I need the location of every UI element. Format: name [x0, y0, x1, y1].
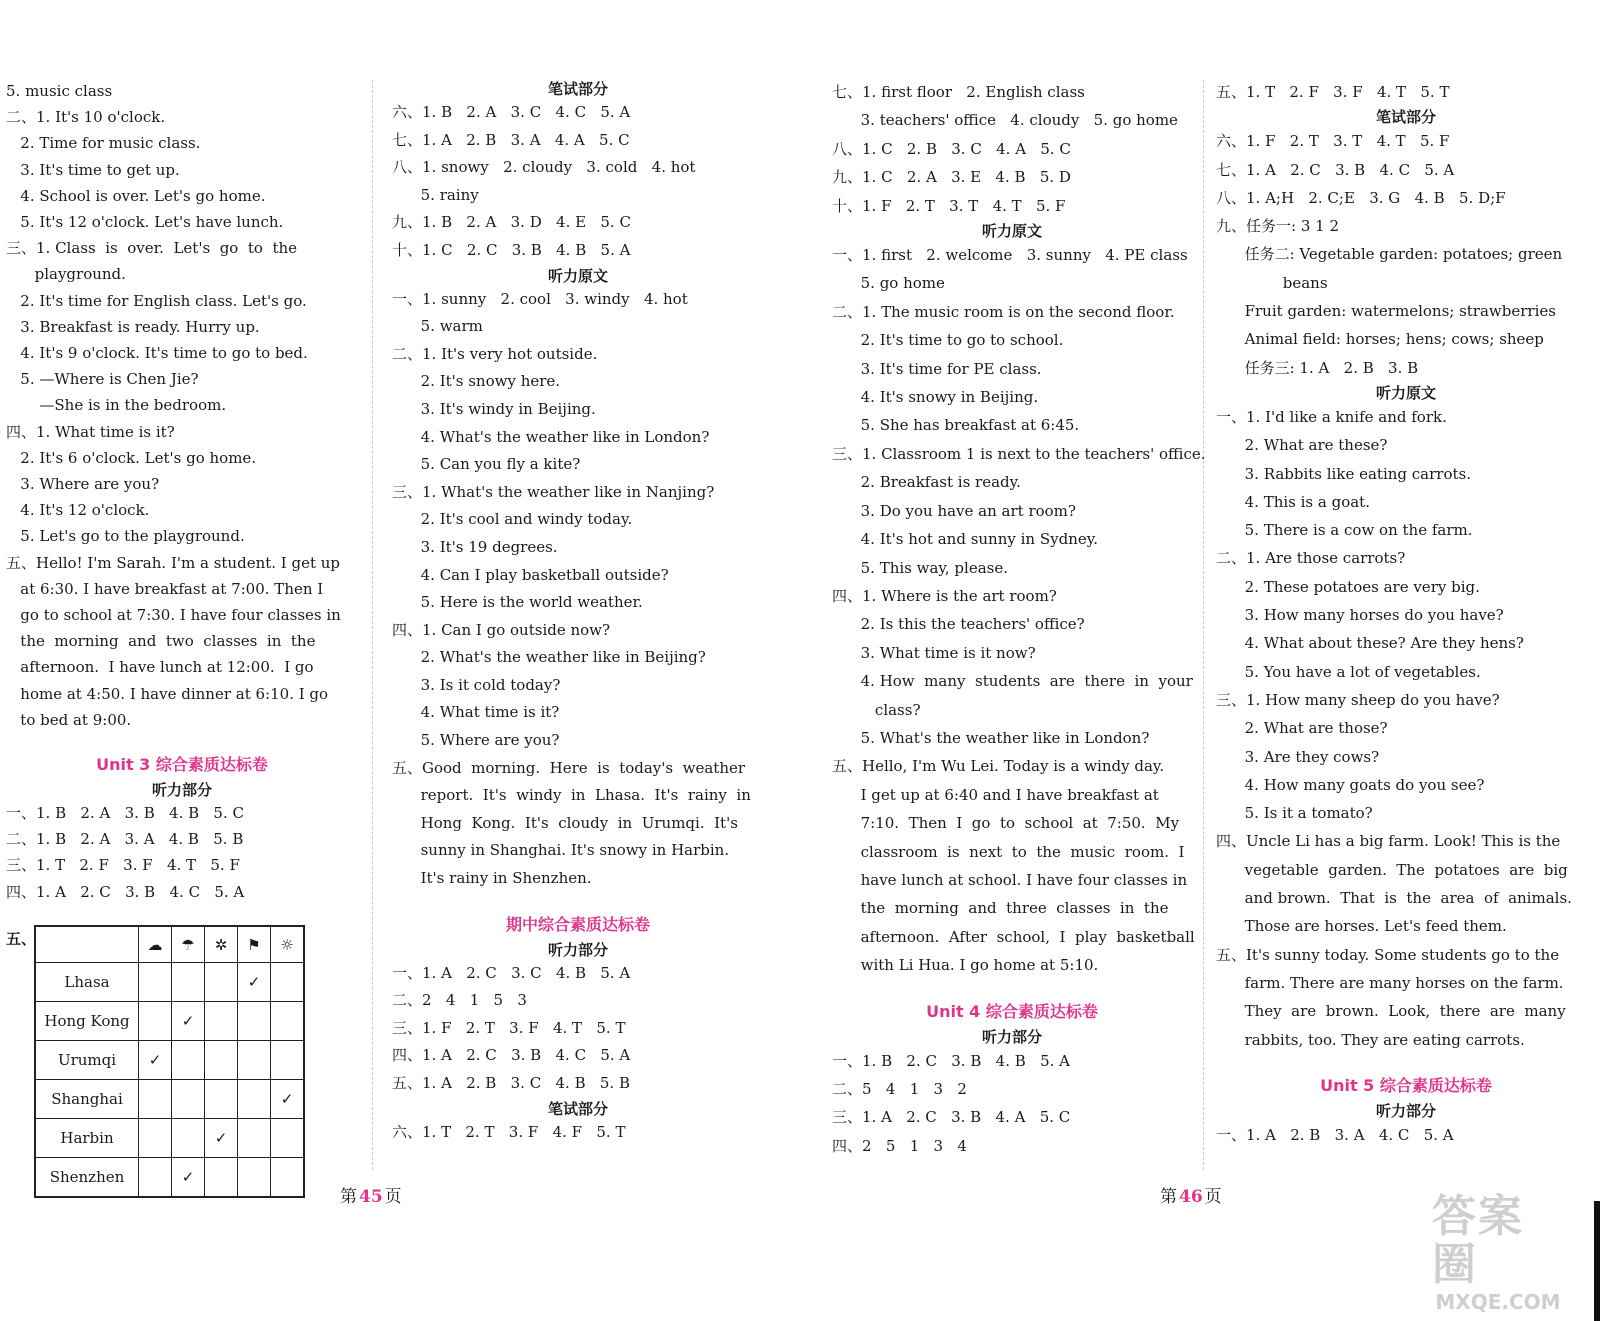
answer-line: 4. What time is it? [392, 703, 560, 722]
answer-line: It's rainy in Shenzhen. [392, 869, 592, 888]
check-cell [172, 1119, 205, 1158]
answer-line: 九、1. C 2. A 3. E 4. B 5. D [832, 168, 1071, 187]
answer-line: 二、2 4 1 5 3 [392, 991, 527, 1010]
answer-line: 3. It's time to get up. [6, 160, 180, 179]
check-cell: ✓ [139, 1041, 172, 1080]
answer-line: 2. What are these? [1216, 436, 1388, 455]
column-2 [392, 78, 764, 1146]
answer-line: 六、1. B 2. A 3. C 4. C 5. A [392, 103, 631, 121]
answer-line: 六、1. F 2. T 3. T 4. T 5. F [1216, 132, 1450, 151]
answer-line: 五、It's sunny today. Some students go to the [1216, 945, 1560, 964]
written-heading: 笔试部分 [547, 1099, 608, 1118]
watermark-url: MXQE.COM [1435, 1290, 1561, 1314]
answer-line: 三、1. A 2. C 3. B 4. A 5. C [832, 1108, 1071, 1127]
city-name: Shenzhen [35, 1158, 139, 1198]
answer-line: 4. What about these? Are they hens? [1216, 634, 1524, 653]
table-row [35, 1041, 304, 1080]
answer-line: afternoon. After school, I play basketball [832, 927, 1195, 946]
check-cell [271, 1119, 305, 1158]
cloudy-icon: ☁ [139, 926, 172, 963]
answer-line: beans [1216, 273, 1328, 292]
column-3 [832, 78, 1206, 1160]
answer-line: 5. Can you fly a kite? [392, 455, 581, 474]
check-cell [139, 1119, 172, 1158]
snowy-icon: ✲ [205, 926, 238, 963]
column-1 [6, 78, 358, 905]
listening-heading: 听力部分 [547, 940, 608, 959]
check-cell [238, 1119, 271, 1158]
check-cell [205, 1002, 238, 1041]
answer-line: Animal field: horses; hens; cows; sheep [1216, 330, 1544, 349]
answer-line: Those are horses. Let's feed them. [1216, 917, 1507, 936]
column-4 [1216, 78, 1596, 1149]
answer-line: 3. Is it cold today? [392, 675, 561, 694]
answer-line: sunny in Shanghai. It's snowy in Harbin. [392, 841, 730, 860]
answer-line: 5. —Where is Chen Jie? [6, 370, 199, 389]
answer-line: 5. Where are you? [392, 731, 560, 750]
check-cell [139, 1002, 172, 1041]
answer-line: 九、任务一: 3 1 2 [1216, 217, 1339, 236]
answer-line: 5. go home [832, 274, 945, 293]
answer-line: 五、1. T 2. F 3. F 4. T 5. T [1216, 83, 1450, 101]
answer-line: report. It's windy in Lhasa. It's rainy in [392, 786, 751, 805]
check-cell [271, 1002, 305, 1041]
answer-line: 3. What time is it now? [832, 643, 1036, 662]
check-cell: ✓ [172, 1158, 205, 1198]
check-cell [172, 963, 205, 1002]
page-num: 46 [1179, 1187, 1203, 1207]
answer-line: 5. What's the weather like in London? [832, 728, 1150, 747]
table-row [35, 1080, 304, 1119]
listening-heading: 听力部分 [151, 781, 212, 800]
answer-line: 2. Breakfast is ready. [832, 473, 1021, 492]
check-cell [205, 1080, 238, 1119]
listening-heading: 听力部分 [981, 1027, 1042, 1046]
check-cell: ✓ [238, 963, 271, 1002]
answer-line: 二、5 4 1 3 2 [832, 1080, 967, 1098]
answer-line: 三、1. F 2. T 3. F 4. T 5. T [392, 1018, 626, 1037]
transcript-heading: 听力原文 [1375, 383, 1436, 402]
answer-line: 七、1. A 2. B 3. A 4. A 5. C [392, 130, 630, 149]
page-number-right [1160, 1182, 1222, 1207]
answer-line: 三、1. How many sheep do you have? [1216, 690, 1500, 709]
table-corner [35, 926, 139, 963]
city-name: Urumqi [35, 1041, 139, 1080]
answer-line: have lunch at school. I have four classes in [832, 870, 1188, 889]
answer-lines [6, 78, 358, 733]
table-row [35, 1158, 304, 1198]
answer-line: 4. School is over. Let's go home. [6, 186, 266, 205]
column-divider [372, 80, 373, 1170]
answer-line: 4. How many goats do you see? [1216, 775, 1485, 794]
answer-line: 三、1. What's the weather like in Nanjing? [392, 482, 715, 501]
answer-line: —She is in the bedroom. [6, 396, 227, 415]
page-number-left [340, 1182, 402, 1207]
table-row [35, 963, 304, 1002]
answer-line: afternoon. I have lunch at 12:00. I go [6, 658, 314, 677]
answer-line: 7:10. Then I go to school at 7:50. My [832, 814, 1180, 833]
answer-line: 3. How many horses do you have? [1216, 606, 1504, 625]
check-cell: ✓ [205, 1119, 238, 1158]
answer-line: the morning and three classes in the [832, 899, 1169, 918]
answer-line: farm. There are many horses on the farm. [1216, 973, 1564, 992]
unit4-title: Unit 4 综合素质达标卷 [926, 1001, 1098, 1021]
answer-line: go to school at 7:30. I have four classes in [6, 606, 341, 625]
answer-line: 一、1. sunny 2. cool 3. windy 4. hot [392, 289, 688, 308]
answer-line: playground. [6, 265, 126, 284]
answer-line: 二、1. It's very hot outside. [392, 344, 598, 363]
check-cell [271, 963, 305, 1002]
check-cell [172, 1041, 205, 1080]
answer-line: 2. It's time to go to school. [832, 331, 1064, 350]
answer-line: 八、1. C 2. B 3. C 4. A 5. C [832, 139, 1071, 158]
answer-line: 七、1. A 2. C 3. B 4. C 5. A [1216, 160, 1455, 179]
answer-line: 任务二: Vegetable garden: potatoes; green [1216, 245, 1563, 264]
answer-line: 3. Breakfast is ready. Hurry up. [6, 317, 260, 336]
answer-line: 2. It's time for English class. Let's go. [6, 291, 307, 310]
answer-line: 5. Here is the world weather. [392, 593, 643, 612]
answer-line: 3. It's time for PE class. [832, 359, 1042, 378]
answer-line: 一、1. A 2. B 3. A 4. C 5. A [1216, 1125, 1454, 1144]
answer-line: 3. Are they cows? [1216, 747, 1380, 766]
answer-line: 2. Is this the teachers' office? [832, 615, 1085, 634]
written-heading: 笔试部分 [547, 80, 608, 98]
answer-line: 任务三: 1. A 2. B 3. B [1216, 358, 1419, 377]
answer-line: 4. This is a goat. [1216, 492, 1370, 511]
answer-line: 5. There is a cow on the farm. [1216, 521, 1473, 540]
answer-line: classroom is next to the music room. I [832, 842, 1185, 861]
windy-icon: ⚑ [238, 926, 271, 963]
answer-line: 四、1. Can I go outside now? [392, 620, 611, 639]
page-num: 45 [359, 1187, 383, 1207]
check-cell [139, 963, 172, 1002]
check-cell [271, 1158, 305, 1198]
answer-line: home at 4:50. I have dinner at 6:10. I go [6, 684, 329, 703]
answer-line: class? [832, 700, 921, 719]
answer-line: 3. It's windy in Beijing. [392, 399, 596, 418]
page-prefix: 第 [1160, 1187, 1177, 1207]
weather-table-header [35, 926, 304, 963]
answer-line: 2. It's snowy here. [392, 372, 561, 391]
check-cell: ✓ [172, 1002, 205, 1041]
answer-line: 5. It's 12 o'clock. Let's have lunch. [6, 213, 284, 232]
transcript-heading: 听力原文 [981, 222, 1042, 241]
answer-line: Hong Kong. It's cloudy in Urumqi. It's [392, 813, 738, 832]
answer-line: rabbits, too. They are eating carrots. [1216, 1030, 1525, 1049]
answer-line: 2. Time for music class. [6, 134, 201, 153]
answer-line: 十、1. F 2. T 3. T 4. T 5. F [832, 196, 1066, 215]
answer-line: 四、1. A 2. C 3. B 4. C 5. A [392, 1046, 631, 1065]
answer-line: vegetable garden. The potatoes are big [1216, 860, 1568, 879]
answer-line: 四、1. What time is it? [6, 422, 175, 441]
answer-line: 4. It's snowy in Beijing. [832, 388, 1039, 407]
check-cell [238, 1080, 271, 1119]
answer-line: 5. You have a lot of vegetables. [1216, 662, 1481, 681]
answer-line: the morning and two classes in the [6, 632, 316, 651]
answer-line: and brown. That is the area of animals. [1216, 889, 1572, 908]
check-cell [238, 1158, 271, 1198]
answer-line: 3. It's 19 degrees. [392, 537, 558, 556]
check-cell [205, 1158, 238, 1198]
answer-line: 八、1. A;H 2. C;E 3. G 4. B 5. D;F [1216, 188, 1506, 207]
answer-line: 5. She has breakfast at 6:45. [832, 416, 1080, 435]
check-cell [139, 1080, 172, 1119]
answer-line: 三、1. T 2. F 3. F 4. T 5. F [6, 856, 240, 875]
edge-bar [1594, 1201, 1600, 1321]
answer-line: 二、1. Are those carrots? [1216, 549, 1406, 568]
answer-line: 5. Is it a tomato? [1216, 804, 1373, 823]
check-cell [271, 1041, 305, 1080]
answer-line: to bed at 9:00. [6, 710, 132, 729]
check-cell [172, 1080, 205, 1119]
answer-line: I get up at 6:40 and I have breakfast at [832, 785, 1159, 804]
table-row [35, 1002, 304, 1041]
answer-line: at 6:30. I have breakfast at 7:00. Then I [6, 579, 324, 598]
answer-line: 三、1. Classroom 1 is next to the teachers' office. [832, 444, 1206, 463]
answer-line: 3. teachers' office 4. cloudy 5. go home [832, 111, 1178, 130]
column-divider [1203, 80, 1204, 1170]
answer-line: 2. What are those? [1216, 719, 1388, 738]
midterm-title: 期中综合素质达标卷 [505, 914, 650, 934]
answer-line: 4. It's 9 o'clock. It's time to go to bed. [6, 344, 308, 363]
page-suffix: 页 [384, 1187, 402, 1207]
answer-line: 四、1. A 2. C 3. B 4. C 5. A [6, 882, 245, 901]
check-cell [205, 963, 238, 1002]
check-cell: ✓ [271, 1080, 305, 1119]
answer-line: 一、1. I'd like a knife and fork. [1216, 407, 1447, 426]
answer-line: 5. warm [392, 317, 483, 336]
city-name: Lhasa [35, 963, 139, 1002]
weather-table [34, 925, 305, 1198]
answer-line: 四、1. Where is the art room? [832, 586, 1057, 605]
answer-line: 4. Can I play basketball outside? [392, 565, 669, 584]
transcript-heading: 听力原文 [547, 266, 608, 285]
answer-line: 一、1. A 2. C 3. C 4. B 5. A [392, 963, 631, 982]
listening-heading: 听力部分 [1375, 1101, 1436, 1120]
answer-line: 4. What's the weather like in London? [392, 427, 710, 446]
answer-line: 2. These potatoes are very big. [1216, 577, 1480, 596]
answer-line: They are brown. Look, there are many [1216, 1002, 1566, 1021]
weather-table-label: 五、 [6, 930, 37, 948]
answer-line: 五、Hello, I'm Wu Lei. Today is a windy day. [832, 757, 1165, 776]
check-cell [205, 1041, 238, 1080]
answer-line: 四、Uncle Li has a big farm. Look! This is the [1216, 832, 1561, 851]
unit3-title: Unit 3 综合素质达标卷 [96, 755, 268, 775]
answer-line: 3. Do you have an art room? [832, 501, 1076, 520]
rainy-icon: ☂ [172, 926, 205, 963]
city-name: Shanghai [35, 1080, 139, 1119]
answer-line: 七、1. first floor 2. English class [832, 83, 1085, 101]
answer-line: 八、1. snowy 2. cloudy 3. cold 4. hot [392, 158, 696, 177]
answer-line: 一、1. B 2. A 3. B 4. B 5. C [6, 804, 244, 823]
page-suffix: 页 [1204, 1187, 1222, 1207]
answer-line: 3. Where are you? [6, 475, 160, 494]
answer-line: 5. This way, please. [832, 558, 1008, 577]
answer-line: Fruit garden: watermelons; strawberries [1216, 302, 1556, 321]
answer-line: 一、1. B 2. C 3. B 4. B 5. A [832, 1051, 1070, 1070]
answer-line: 4. How many students are there in your [832, 672, 1193, 691]
answer-line: 2. It's cool and windy today. [392, 510, 633, 529]
answer-line: 一、1. first 2. welcome 3. sunny 4. PE class [832, 246, 1188, 265]
answer-line: 4. It's hot and sunny in Sydney. [832, 530, 1098, 549]
answer-line: 四、2 5 1 3 4 [832, 1136, 967, 1155]
answer-line: 5. music class [6, 82, 113, 100]
city-name: Harbin [35, 1119, 139, 1158]
answer-line: 三、1. Class is over. Let's go to the [6, 239, 298, 258]
watermark [1432, 1191, 1564, 1314]
answer-line: 2. What's the weather like in Beijing? [392, 648, 706, 667]
table-row [35, 1119, 304, 1158]
check-cell [238, 1041, 271, 1080]
answer-line: 4. It's 12 o'clock. [6, 501, 150, 520]
answer-line: 3. Rabbits like eating carrots. [1216, 464, 1471, 483]
written-heading: 笔试部分 [1375, 108, 1436, 127]
watermark-logo: 答案圈 [1432, 1191, 1524, 1290]
answer-line: 五、1. A 2. B 3. C 4. B 5. B [392, 1074, 630, 1092]
answer-line: 二、1. It's 10 o'clock. [6, 108, 166, 127]
sunny-icon: ☼ [271, 926, 305, 963]
answer-line: 九、1. B 2. A 3. D 4. E 5. C [392, 213, 631, 232]
answer-line: 二、1. B 2. A 3. A 4. B 5. B [6, 830, 244, 849]
answer-line: with Li Hua. I go home at 5:10. [832, 956, 1099, 975]
city-name: Hong Kong [35, 1002, 139, 1041]
answer-line: 五、Good morning. Here is today's weather [392, 758, 746, 777]
check-cell [238, 1002, 271, 1041]
unit5-title: Unit 5 综合素质达标卷 [1320, 1075, 1492, 1095]
answer-line: 5. Let's go to the playground. [6, 527, 245, 546]
answer-line: 十、1. C 2. C 3. B 4. B 5. A [392, 240, 631, 259]
answer-line: 二、1. The music room is on the second floor. [832, 302, 1175, 321]
answer-line: 五、Hello! I'm Sarah. I'm a student. I get up [6, 553, 341, 572]
page-prefix: 第 [340, 1187, 357, 1207]
answer-line: 2. It's 6 o'clock. Let's go home. [6, 448, 257, 467]
answer-line: 六、1. T 2. T 3. F 4. F 5. T [392, 1122, 626, 1141]
answer-line: 5. rainy [392, 185, 479, 204]
check-cell [139, 1158, 172, 1198]
